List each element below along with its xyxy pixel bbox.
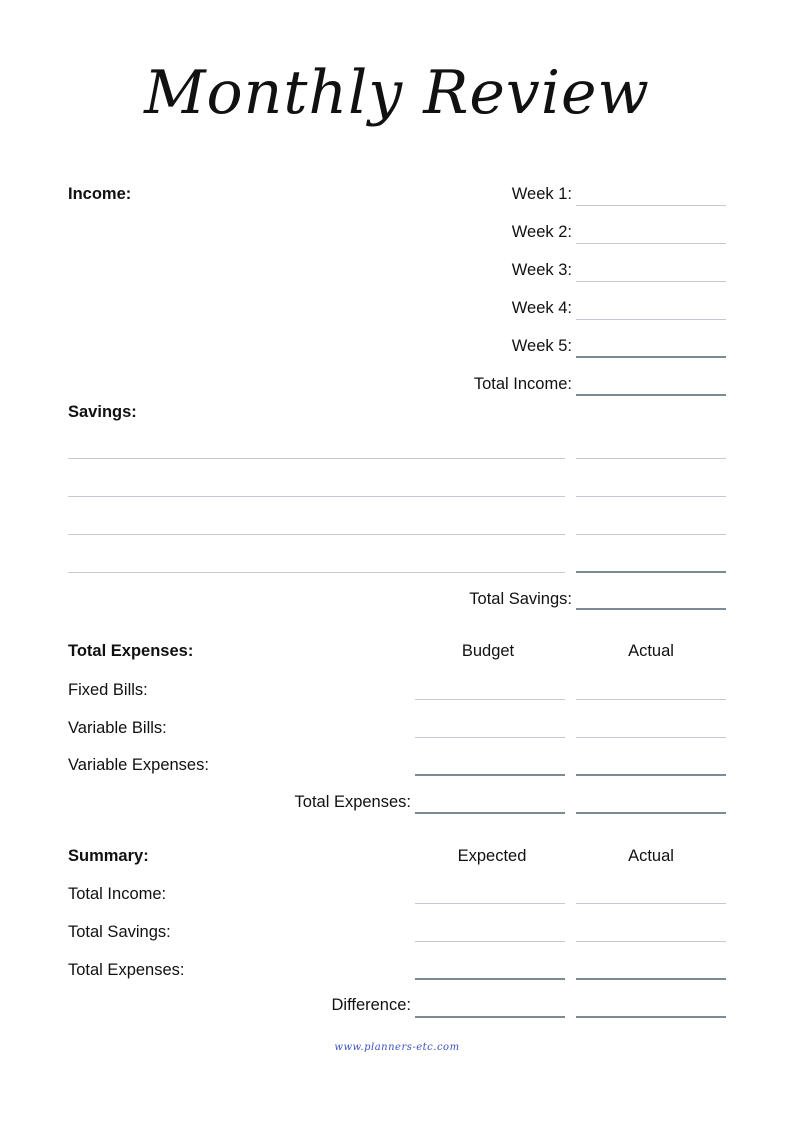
actual-column-header: Actual [628,642,674,660]
summary-income-expected-field[interactable] [415,903,565,904]
week-4-label: Week 4: [511,299,572,317]
week-2-label: Week 2: [511,223,572,241]
expected-column-header: Expected [457,847,527,865]
summary-total-income-label: Total Income: [68,885,167,903]
week-4-field[interactable] [576,319,726,320]
week-3-field[interactable] [576,281,726,282]
summary-actual-column-header: Actual [628,847,674,865]
summary-expenses-expected-field[interactable] [415,978,565,980]
savings-item-field[interactable] [68,496,565,497]
savings-amount-field[interactable] [576,571,726,573]
difference-label: Difference: [331,996,411,1014]
fixed-bills-actual-field[interactable] [576,699,726,700]
week-5-label: Week 5: [511,337,572,355]
fixed-bills-budget-field[interactable] [415,699,565,700]
savings-amount-field[interactable] [576,496,726,497]
total-expenses-label: Total Expenses: [294,793,411,811]
week-3-label: Week 3: [511,261,572,279]
total-income-label: Total Income: [473,375,572,393]
budget-column-header: Budget [461,642,515,660]
total-income-field[interactable] [576,394,726,396]
expenses-heading: Total Expenses: [68,642,194,660]
fixed-bills-label: Fixed Bills: [68,681,148,699]
week-1-label: Week 1: [511,185,572,203]
summary-savings-expected-field[interactable] [415,941,565,942]
savings-item-field[interactable] [68,572,565,573]
summary-income-actual-field[interactable] [576,903,726,904]
total-savings-field[interactable] [576,608,726,610]
savings-heading: Savings: [68,403,137,421]
week-2-field[interactable] [576,243,726,244]
week-1-field[interactable] [576,205,726,206]
savings-amount-field[interactable] [576,534,726,535]
difference-actual-field[interactable] [576,1016,726,1018]
savings-item-field[interactable] [68,458,565,459]
variable-expenses-actual-field[interactable] [576,774,726,776]
page-title: Monthly Review [144,58,650,128]
income-heading: Income: [68,185,132,203]
difference-expected-field[interactable] [415,1016,565,1018]
total-savings-label: Total Savings: [469,590,572,608]
summary-expenses-actual-field[interactable] [576,978,726,980]
week-5-field[interactable] [576,356,726,358]
variable-expenses-label: Variable Expenses: [68,756,209,774]
savings-amount-field[interactable] [576,458,726,459]
savings-item-field[interactable] [68,534,565,535]
variable-bills-actual-field[interactable] [576,737,726,738]
total-expenses-budget-field[interactable] [415,812,565,814]
variable-bills-label: Variable Bills: [68,719,167,737]
summary-total-expenses-label: Total Expenses: [68,961,185,979]
variable-bills-budget-field[interactable] [415,737,565,738]
total-expenses-actual-field[interactable] [576,812,726,814]
variable-expenses-budget-field[interactable] [415,774,565,776]
summary-total-savings-label: Total Savings: [68,923,171,941]
summary-savings-actual-field[interactable] [576,941,726,942]
summary-heading: Summary: [68,847,149,865]
footer-website: www.planners-etc.com [334,1042,460,1053]
